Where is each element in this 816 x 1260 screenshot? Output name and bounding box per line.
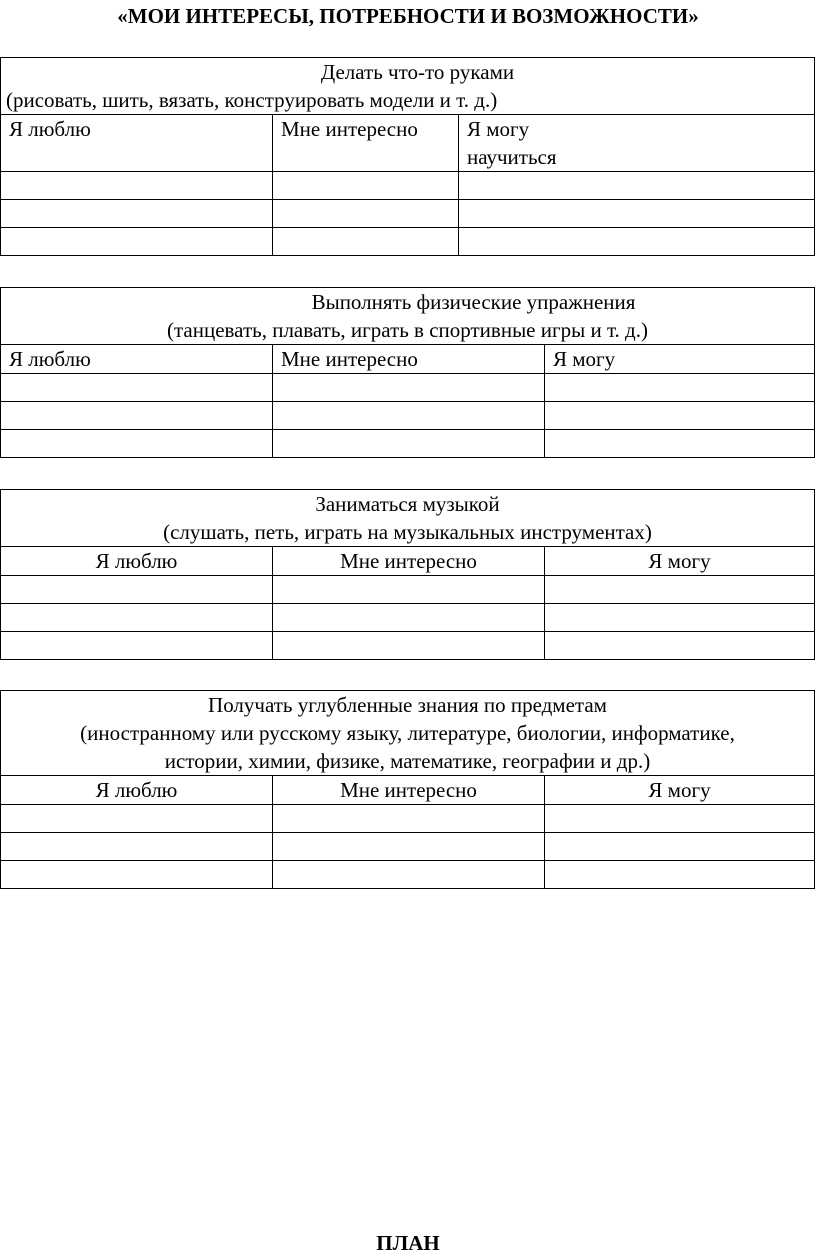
entry-cell[interactable] xyxy=(273,576,545,604)
entry-cell[interactable] xyxy=(1,861,273,889)
table-heading xyxy=(1,58,815,115)
entry-cell[interactable] xyxy=(545,805,815,833)
column-header-love: Я люблю xyxy=(1,547,273,576)
column-header-can: Я могу xyxy=(545,547,815,576)
interest-table-manual xyxy=(0,57,815,256)
column-header-love: Я люблю xyxy=(1,115,273,172)
table-row xyxy=(1,632,815,660)
entry-cell[interactable] xyxy=(459,228,815,256)
entry-cell[interactable] xyxy=(1,200,273,228)
heading-line: (слушать, петь, играть на музыкальных инструментах) xyxy=(163,520,652,544)
table-row xyxy=(1,402,815,430)
column-header-can xyxy=(459,115,815,172)
table-row xyxy=(1,228,815,256)
table-row xyxy=(1,604,815,632)
interest-table-music xyxy=(0,489,815,660)
interest-table-subjects xyxy=(0,690,815,889)
table-row xyxy=(1,430,815,458)
table-row xyxy=(1,200,815,228)
heading-line: (танцевать, плавать, играть в спортивные игры и т. д.) xyxy=(167,318,648,342)
page-title: «МОИ ИНТЕРЕСЫ, ПОТРЕБНОСТИ И ВОЗМОЖНОСТИ» xyxy=(117,4,699,28)
table-row xyxy=(1,833,815,861)
entry-cell[interactable] xyxy=(545,430,815,458)
entry-cell[interactable] xyxy=(273,228,459,256)
table-row xyxy=(1,805,815,833)
entry-cell[interactable] xyxy=(1,604,273,632)
column-header-interest: Мне интересно xyxy=(273,115,459,172)
entry-cell[interactable] xyxy=(273,861,545,889)
heading-line: истории, химии, физике, математике, географии и др.) xyxy=(164,749,651,773)
entry-cell[interactable] xyxy=(1,228,273,256)
entry-cell[interactable] xyxy=(1,576,273,604)
entry-cell[interactable] xyxy=(1,805,273,833)
column-header-interest: Мне интересно xyxy=(273,776,545,805)
table-row xyxy=(1,861,815,889)
entry-cell[interactable] xyxy=(273,200,459,228)
column-header-can: Я могу xyxy=(545,345,815,374)
table-row xyxy=(1,576,815,604)
column-header-love: Я люблю xyxy=(1,776,273,805)
entry-cell[interactable] xyxy=(1,374,273,402)
heading-line: (рисовать, шить, вязать, конструировать модели и т. д.) xyxy=(6,88,498,112)
entry-cell[interactable] xyxy=(459,172,815,200)
entry-cell[interactable] xyxy=(545,861,815,889)
entry-cell[interactable] xyxy=(1,402,273,430)
entry-cell[interactable] xyxy=(273,430,545,458)
entry-cell[interactable] xyxy=(273,604,545,632)
entry-cell[interactable] xyxy=(545,632,815,660)
heading-line: Заниматься музыкой xyxy=(315,492,500,516)
table-row xyxy=(1,172,815,200)
entry-cell[interactable] xyxy=(545,402,815,430)
column-header-line: Я могу xyxy=(467,117,530,141)
column-header-can: Я могу xyxy=(545,776,815,805)
table-row xyxy=(1,374,815,402)
entry-cell[interactable] xyxy=(545,604,815,632)
entry-cell[interactable] xyxy=(1,172,273,200)
entry-cell[interactable] xyxy=(459,200,815,228)
entry-cell[interactable] xyxy=(1,430,273,458)
heading-line: Выполнять физические упражнения xyxy=(311,290,636,314)
entry-cell[interactable] xyxy=(545,833,815,861)
column-header-interest: Мне интересно xyxy=(273,345,545,374)
entry-cell[interactable] xyxy=(273,632,545,660)
entry-cell[interactable] xyxy=(545,374,815,402)
entry-cell[interactable] xyxy=(545,576,815,604)
entry-cell[interactable] xyxy=(1,833,273,861)
table-heading xyxy=(1,288,815,345)
table-heading xyxy=(1,691,815,776)
entry-cell[interactable] xyxy=(273,805,545,833)
interest-table-physical xyxy=(0,287,815,458)
entry-cell[interactable] xyxy=(273,172,459,200)
entry-cell[interactable] xyxy=(273,374,545,402)
entry-cell[interactable] xyxy=(273,402,545,430)
column-header-line: научиться xyxy=(467,145,557,169)
heading-line: (иностранному или русскому языку, литературе, биологии, информатике, xyxy=(80,721,735,745)
column-header-interest: Мне интересно xyxy=(273,547,545,576)
heading-line: Делать что-то руками xyxy=(320,60,515,84)
table-heading xyxy=(1,490,815,547)
plan-heading: ПЛАН xyxy=(376,1231,440,1255)
heading-line: Получать углубленные знания по предметам xyxy=(208,693,607,717)
entry-cell[interactable] xyxy=(273,833,545,861)
entry-cell[interactable] xyxy=(1,632,273,660)
column-header-love: Я люблю xyxy=(1,345,273,374)
